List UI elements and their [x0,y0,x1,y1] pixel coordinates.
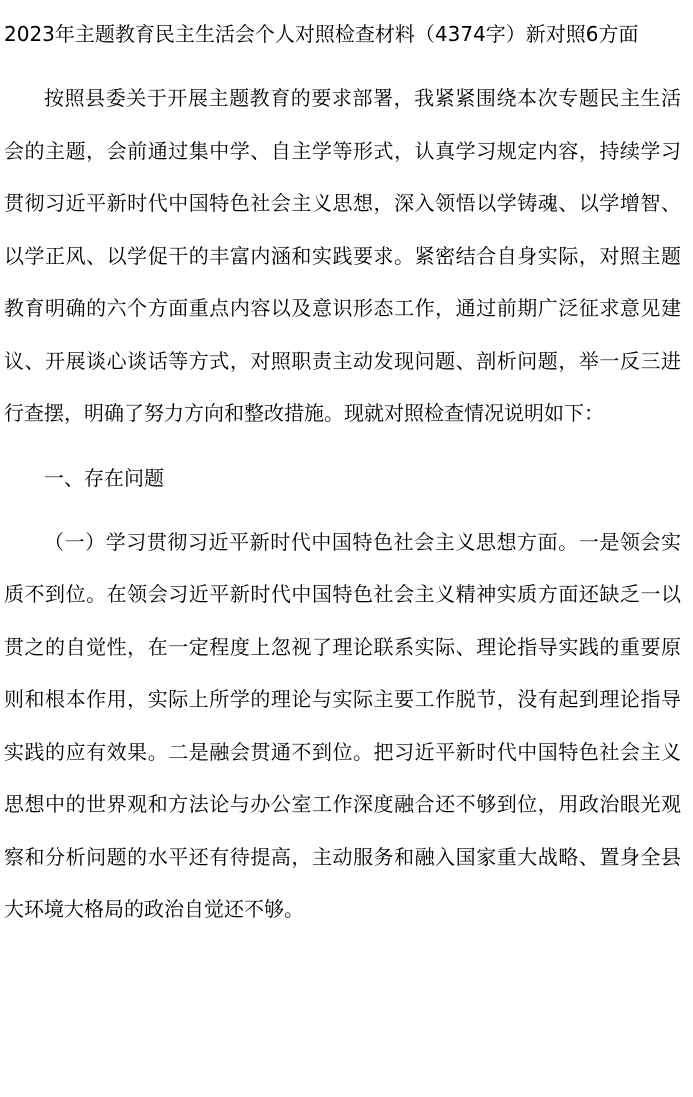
section-heading: 一、存在问题 [44,465,164,490]
document-title: 2023年主题教育民主生活会个人对照检查材料（4374字）新对照6方面 [4,22,639,46]
subsection-paragraph: （一）学习贯彻习近平新时代中国特色社会主义思想方面。一是领会实质不到位。在领会习近平新时代中国特色社会主义精神实质方面还缺乏一以贯之的自觉性，在一定程度上忽视了理论联系实际、理论指导实践的重要原则和根本作用，实际上所学的理论与实际主要工作脱节，没有起到理论指导实践的应有效果。二是融会贯通不到位。把习近平新时代中国特色社会主义思想中的世界观和方法论与办公室工作深度融合还不够到位，用政治眼光观察和分析问题的水平还有待提高，主动服务和融入国家重大战略、置身全县大环境大格局的政治自觉还不够。 [4,529,681,921]
intro-paragraph: 按照县委关于开展主题教育的要求部署，我紧紧围绕本次专题民主生活会的主题，会前通过集中学、自主学等形式，认真学习规定内容，持续学习贯彻习近平新时代中国特色社会主义思想，深入领悟以学铸魂、以学增智、以学正风、以学促干的丰富内涵和实践要求。紧密结合自身实际，对照主题教育明确的六个方面重点内容以及意识形态工作，通过前期广泛征求意见建议、开展谈心谈话等方式，对照职责主动发现问题、剖析问题，举一反三进行查摆，明确了努力方向和整改措施。现就对照检查情况说明如下： [4,86,681,425]
